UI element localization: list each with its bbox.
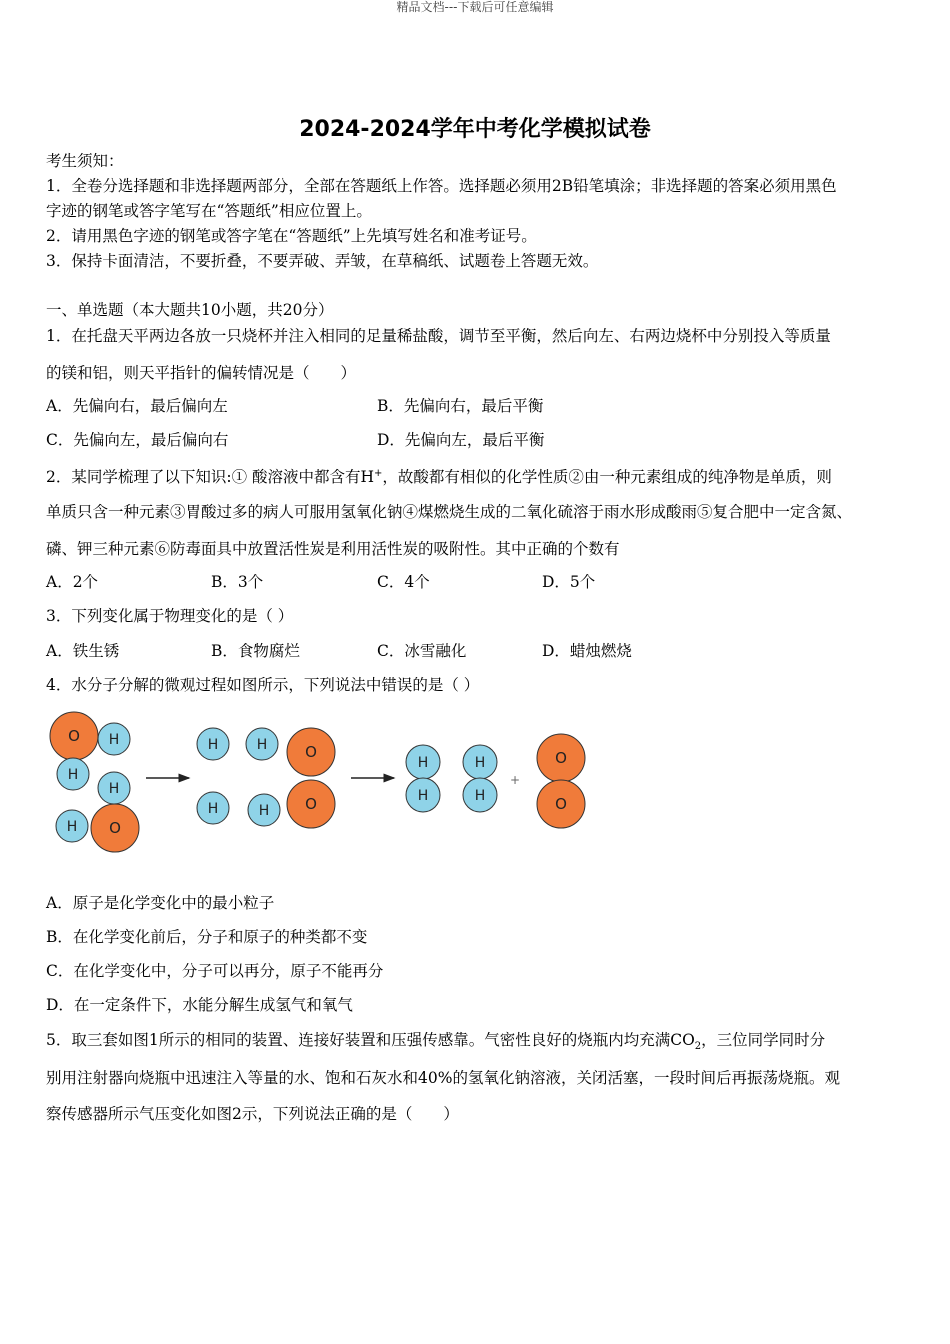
q4-option-a: A．原子是化学变化中的最小粒子 [46, 894, 275, 912]
hydrogen-label: H [474, 788, 486, 804]
q2-stem: 磷、钾三种元素⑥防毒面具中放置活性炭是利用活性炭的吸附性。其中正确的个数有 [46, 540, 620, 558]
oxygen-label: O [555, 795, 567, 813]
q3-option-d: D．蜡烛燃烧 [542, 642, 632, 660]
q2-option-d: D．5个 [542, 573, 596, 591]
q5-subscript: 2 [694, 1041, 702, 1053]
oxygen-label: O [305, 743, 317, 761]
q2-superscript: + [374, 468, 383, 479]
q2-option-c: C．4个 [377, 573, 430, 591]
oxygen-label: O [109, 819, 121, 837]
section-title: 一、单选题（本大题共10小题，共20分） [46, 301, 334, 319]
q1-option-a: A．先偏向右，最后偏向左 [46, 397, 228, 415]
q2-option-a: A．2个 [46, 573, 99, 591]
q3-stem: 3．下列变化属于物理变化的是（ ） [46, 607, 294, 625]
page-title: 2024-2024学年中考化学模拟试卷 [299, 117, 651, 142]
hydrogen-label: H [207, 801, 219, 817]
q5-stem-part: 5．取三套如图1所示的相同的装置、连接好装置和压强传感靠。气密性良好的烧瓶内均充满CO [46, 1031, 695, 1049]
q3-option-a: A．铁生锈 [46, 642, 120, 660]
q2-stem: 单质只含一种元素③胃酸过多的病人可服用氢氧化钠④煤燃烧生成的二氧化硫溶于雨水形成酸雨⑤复合肥中一定含氮、 [46, 503, 853, 521]
hydrogen-label: H [67, 767, 79, 783]
q1-option-b: B．先偏向右，最后平衡 [377, 397, 544, 415]
notice-item: 2．请用黑色字迹的钢笔或答字笔在“答题纸”上先填写姓名和准考证号。 [46, 227, 537, 245]
oxygen-label: O [68, 727, 80, 745]
hydrogen-label: H [417, 755, 429, 771]
notice-item: 字迹的钢笔或答字笔写在“答题纸”相应位置上。 [46, 202, 372, 220]
q2-stem-part: ，故酸都有相似的化学性质②由一种元素组成的纯净物是单质，则 [382, 468, 832, 487]
q5-stem [46, 1029, 825, 1058]
q4-stem: 4．水分子分解的微观过程如图所示，下列说法中错误的是（ ） [46, 676, 480, 694]
q5-stem-part: ，三位同学同时分 [701, 1031, 826, 1049]
hydrogen-label: H [108, 781, 120, 797]
q2-stem [46, 463, 832, 488]
q2-stem-part: 2．某同学梳理了以下知识:① 酸溶液中都含有H [46, 468, 375, 487]
q3-option-b: B．食物腐烂 [211, 642, 300, 660]
hydrogen-label: H [258, 803, 270, 819]
q1-option-d: D．先偏向左，最后平衡 [377, 431, 545, 449]
water-decomposition-diagram [44, 706, 604, 856]
hydrogen-label: H [66, 819, 78, 835]
q5-stem: 察传感器所示气压变化如图2示，下列说法正确的是（ ） [46, 1105, 459, 1123]
notice-item: 3．保持卡面清洁，不要折叠，不要弄破、弄皱，在草稿纸、试题卷上答题无效。 [46, 252, 599, 270]
q4-option-b: B．在化学变化前后，分子和原子的种类都不变 [46, 928, 368, 946]
plus-sign: + [509, 773, 521, 787]
q1-option-c: C．先偏向左，最后偏向右 [46, 431, 229, 449]
notice-heading: 考生须知： [46, 152, 124, 170]
q4-option-d: D．在一定条件下，水能分解生成氢气和氧气 [46, 996, 353, 1014]
q4-option-c: C．在化学变化中，分子可以再分，原子不能再分 [46, 962, 384, 980]
hydrogen-label: H [417, 788, 429, 804]
notice-item: 1．全卷分选择题和非选择题两部分，全部在答题纸上作答。选择题必须用2B铅笔填涂；非选择题的答案必须用黑色 [46, 177, 837, 195]
q1-stem: 1．在托盘天平两边各放一只烧杯并注入相同的足量稀盐酸，调节至平衡，然后向左、右两边烧杯中分别投入等质量 [46, 327, 831, 345]
hydrogen-label: H [207, 737, 219, 753]
oxygen-label: O [555, 749, 567, 767]
q2-option-b: B．3个 [211, 573, 264, 591]
q3-option-c: C．冰雪融化 [377, 642, 467, 660]
hydrogen-label: H [108, 732, 120, 748]
q5-stem: 别用注射器向烧瓶中迅速注入等量的水、饱和石灰水和40%的氢氧化钠溶液，关闭活塞，一段时间后再振荡烧瓶。观 [46, 1069, 840, 1087]
hydrogen-label: H [474, 755, 486, 771]
hydrogen-label: H [256, 737, 268, 753]
oxygen-label: O [305, 795, 317, 813]
header-note: 精品文档---下载后可任意编辑 [396, 0, 554, 14]
q1-stem: 的镁和铝，则天平指针的偏转情况是（ ） [46, 364, 357, 382]
